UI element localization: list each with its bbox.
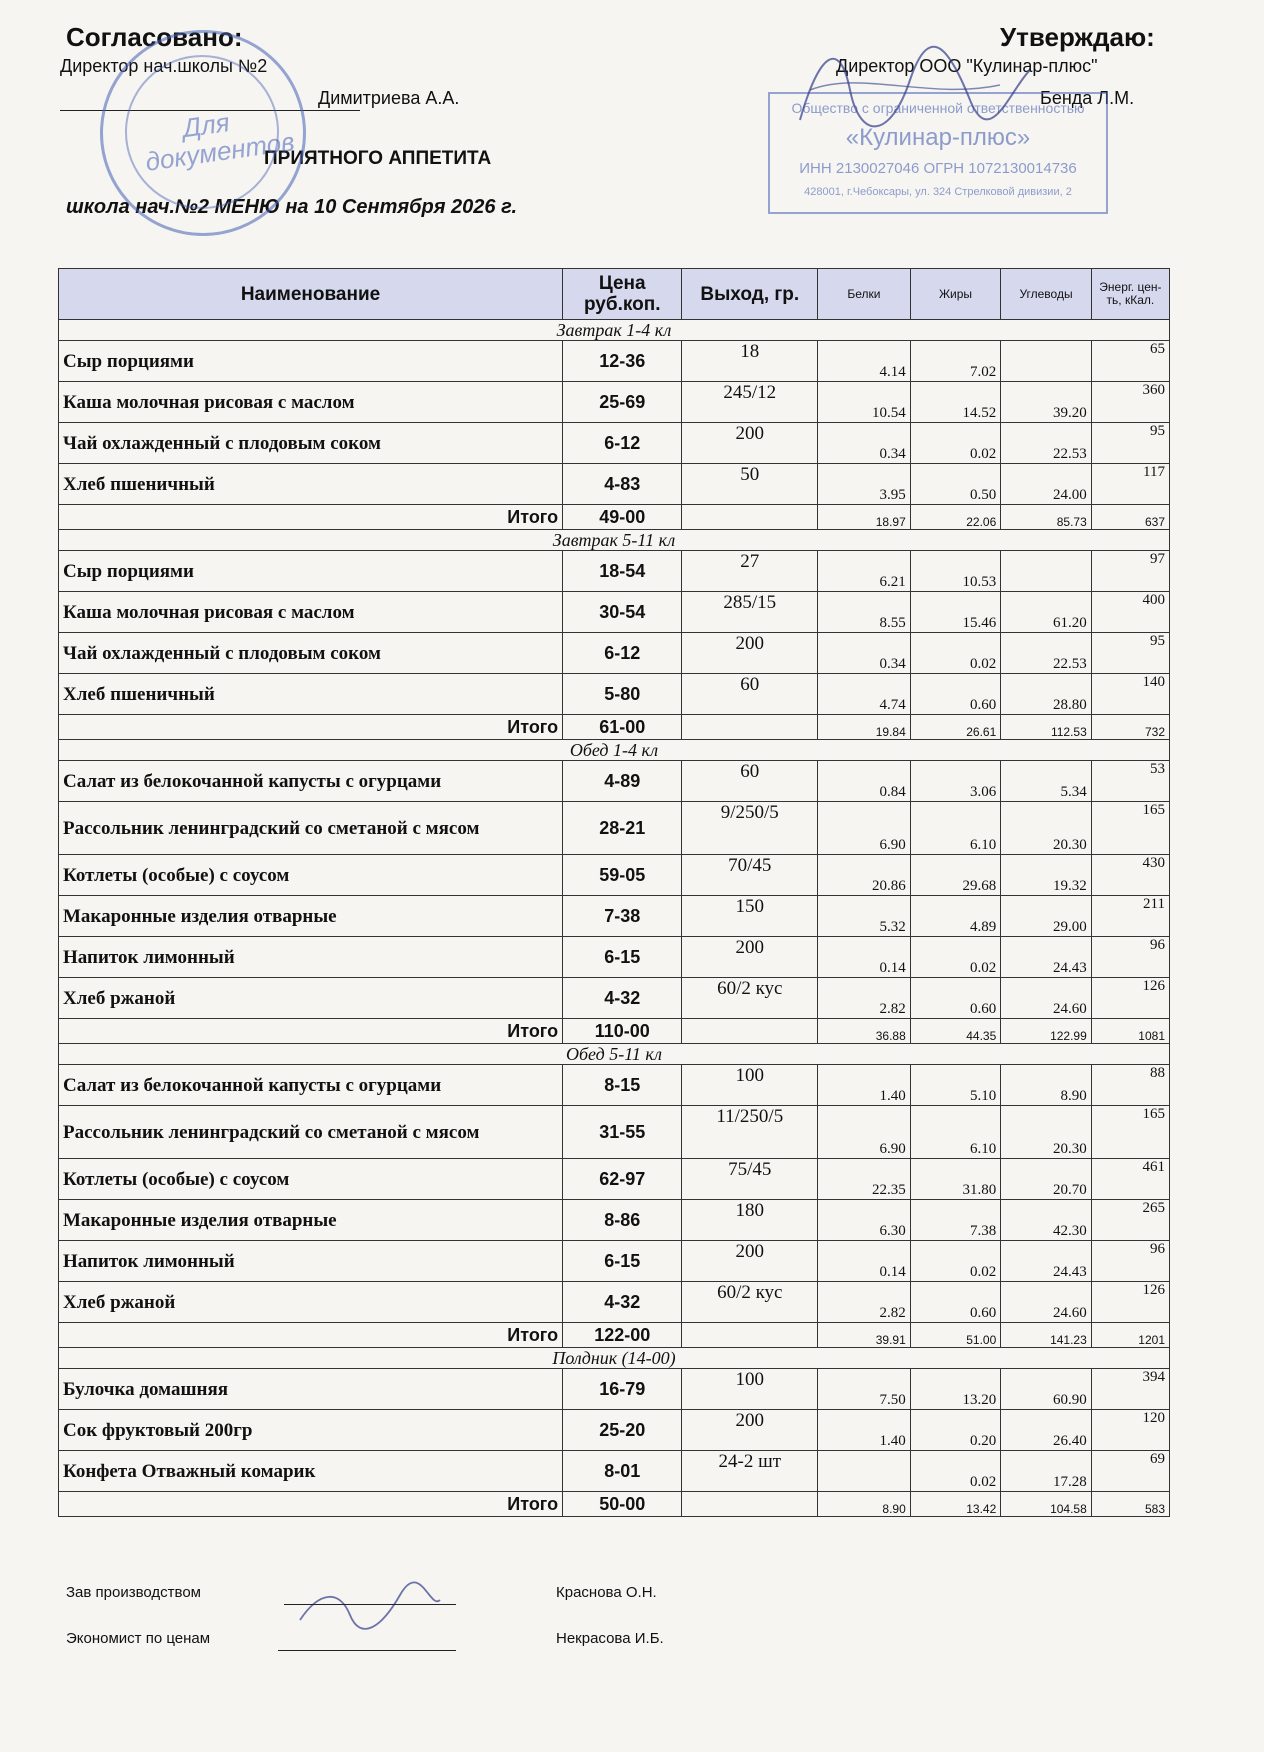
dish-name: Рассольник ленинградский со сметаной с мясом: [59, 1106, 563, 1159]
dish-carbs: 20.70: [1001, 1159, 1092, 1200]
dish-name: Рассольник ленинградский со сметаной с мясом: [59, 802, 563, 855]
dish-name: Каша молочная рисовая с маслом: [59, 592, 563, 633]
dish-fat: 0.02: [910, 423, 1001, 464]
total-output-empty: [682, 1019, 818, 1044]
dish-price: 16-79: [563, 1369, 682, 1410]
dish-price: 6-12: [563, 633, 682, 674]
table-row: [59, 1106, 1170, 1159]
total-price: 50-00: [563, 1492, 682, 1517]
company-stamp-line2: «Кулинар-плюс»: [845, 124, 1031, 151]
dish-output: 60: [682, 674, 818, 715]
dish-price: 6-15: [563, 937, 682, 978]
dish-name: Макаронные изделия отварные: [59, 1200, 563, 1241]
total-protein: 18.97: [818, 505, 911, 530]
approve-position: Директор ООО "Кулинар-плюс": [836, 56, 1098, 76]
dish-carbs: 20.30: [1001, 1106, 1092, 1159]
col-price-header: Цена руб.коп.: [563, 269, 682, 320]
col-fat-header: Жиры: [910, 269, 1001, 320]
dish-kcal: 140: [1091, 674, 1169, 715]
dish-output: 150: [682, 896, 818, 937]
dish-fat: 7.38: [910, 1200, 1001, 1241]
dish-kcal: 69: [1091, 1451, 1169, 1492]
dish-name: Чай охлажденный с плодовым соком: [59, 633, 563, 674]
dish-name: Напиток лимонный: [59, 1241, 563, 1282]
dish-fat: 15.46: [910, 592, 1001, 633]
dish-carbs: 24.60: [1001, 1282, 1092, 1323]
dish-carbs: 22.53: [1001, 423, 1092, 464]
dish-output: 200: [682, 633, 818, 674]
dish-carbs: 19.32: [1001, 855, 1092, 896]
dish-output: 200: [682, 1410, 818, 1451]
dish-kcal: 96: [1091, 937, 1169, 978]
total-protein: 8.90: [818, 1492, 911, 1517]
dish-fat: 29.68: [910, 855, 1001, 896]
table-header-row: [59, 269, 1170, 320]
dish-name: Сыр порциями: [59, 551, 563, 592]
dish-price: 4-83: [563, 464, 682, 505]
total-fat: 26.61: [910, 715, 1001, 740]
dish-kcal: 400: [1091, 592, 1169, 633]
table-row: [59, 978, 1170, 1019]
chief-signature: [290, 1580, 450, 1640]
dish-name: Макаронные изделия отварные: [59, 896, 563, 937]
dish-carbs: 24.00: [1001, 464, 1092, 505]
dish-name: Хлеб ржаной: [59, 1282, 563, 1323]
table-row: [59, 1410, 1170, 1451]
dish-protein: 6.90: [818, 1106, 911, 1159]
dish-price: 6-12: [563, 423, 682, 464]
dish-protein: 6.30: [818, 1200, 911, 1241]
dish-output: 60: [682, 761, 818, 802]
total-kcal: 1081: [1091, 1019, 1169, 1044]
dish-protein: 0.34: [818, 423, 911, 464]
dish-price: 4-89: [563, 761, 682, 802]
dish-fat: 6.10: [910, 1106, 1001, 1159]
dish-output: 50: [682, 464, 818, 505]
dish-fat: 4.89: [910, 896, 1001, 937]
dish-name: Конфета Отважный комарик: [59, 1451, 563, 1492]
dish-protein: 0.34: [818, 633, 911, 674]
dish-carbs: [1001, 341, 1092, 382]
total-carbs: 141.23: [1001, 1323, 1092, 1348]
total-protein: 39.91: [818, 1323, 911, 1348]
dish-fat: 31.80: [910, 1159, 1001, 1200]
dish-fat: 0.20: [910, 1410, 1001, 1451]
section-row: [59, 320, 1170, 341]
agreed-position: Директор нач.школы №2: [60, 56, 268, 76]
footer-role2: Экономист по ценам: [66, 1630, 211, 1647]
total-output-empty: [682, 1492, 818, 1517]
total-output-empty: [682, 1323, 818, 1348]
dish-protein: 2.82: [818, 978, 911, 1019]
dish-output: 60/2 кус: [682, 978, 818, 1019]
agreed-title: Согласовано:: [66, 22, 243, 52]
dish-carbs: 61.20: [1001, 592, 1092, 633]
dish-price: 25-20: [563, 1410, 682, 1451]
dish-output: 200: [682, 1241, 818, 1282]
dish-fat: 3.06: [910, 761, 1001, 802]
table-row: [59, 674, 1170, 715]
dish-output: 100: [682, 1369, 818, 1410]
col-carbs-header: Углеводы: [1001, 269, 1092, 320]
table-row: [59, 1159, 1170, 1200]
dish-carbs: 28.80: [1001, 674, 1092, 715]
total-output-empty: [682, 505, 818, 530]
dish-kcal: 53: [1091, 761, 1169, 802]
dish-kcal: 394: [1091, 1369, 1169, 1410]
round-stamp: [100, 30, 306, 236]
total-fat: 51.00: [910, 1323, 1001, 1348]
dish-price: 59-05: [563, 855, 682, 896]
dish-carbs: 20.30: [1001, 802, 1092, 855]
dish-carbs: 24.60: [1001, 978, 1092, 1019]
dish-fat: 10.53: [910, 551, 1001, 592]
director-signature: [780, 30, 1040, 150]
dish-fat: 0.02: [910, 1451, 1001, 1492]
dish-price: 31-55: [563, 1106, 682, 1159]
dish-carbs: 8.90: [1001, 1065, 1092, 1106]
footer-name1: Краснова О.Н.: [556, 1584, 657, 1601]
dish-protein: 0.14: [818, 937, 911, 978]
table-row: [59, 464, 1170, 505]
dish-protein: 1.40: [818, 1065, 911, 1106]
table-row: [59, 937, 1170, 978]
dish-output: 75/45: [682, 1159, 818, 1200]
dish-price: 25-69: [563, 382, 682, 423]
dish-kcal: 97: [1091, 551, 1169, 592]
total-row: [59, 1492, 1170, 1517]
dish-protein: 20.86: [818, 855, 911, 896]
dish-price: 28-21: [563, 802, 682, 855]
company-stamp-line1: Общество с ограниченной ответственностью: [791, 100, 1085, 116]
dish-fat: 13.20: [910, 1369, 1001, 1410]
agreed-name: Димитриева А.А.: [318, 88, 460, 108]
dish-fat: 0.60: [910, 1282, 1001, 1323]
dish-carbs: 5.34: [1001, 761, 1092, 802]
total-carbs: 104.58: [1001, 1492, 1092, 1517]
dish-kcal: 430: [1091, 855, 1169, 896]
total-label: Итого: [59, 505, 563, 530]
table-row: [59, 1241, 1170, 1282]
dish-protein: 6.90: [818, 802, 911, 855]
dish-protein: 7.50: [818, 1369, 911, 1410]
dish-name: Хлеб пшеничный: [59, 464, 563, 505]
dish-kcal: 360: [1091, 382, 1169, 423]
total-carbs: 112.53: [1001, 715, 1092, 740]
company-stamp-line3: ИНН 2130027046 ОГРН 1072130014736: [799, 160, 1077, 177]
dish-fat: 0.60: [910, 978, 1001, 1019]
dish-fat: 6.10: [910, 802, 1001, 855]
section-row: [59, 530, 1170, 551]
table-row: [59, 1282, 1170, 1323]
total-kcal: 583: [1091, 1492, 1169, 1517]
dish-name: Сыр порциями: [59, 341, 563, 382]
dish-kcal: 461: [1091, 1159, 1169, 1200]
dish-name: Хлеб пшеничный: [59, 674, 563, 715]
total-fat: 44.35: [910, 1019, 1001, 1044]
menu-table: [58, 268, 1170, 1517]
total-output-empty: [682, 715, 818, 740]
dish-fat: 14.52: [910, 382, 1001, 423]
dish-protein: 8.55: [818, 592, 911, 633]
dish-price: 4-32: [563, 1282, 682, 1323]
footer-signature-line2: [278, 1650, 456, 1651]
dish-kcal: 95: [1091, 633, 1169, 674]
table-row: [59, 423, 1170, 464]
dish-protein: 2.82: [818, 1282, 911, 1323]
table-row: [59, 1065, 1170, 1106]
section-title: Завтрак 5-11 кл: [59, 530, 1170, 551]
dish-name: Салат из белокочанной капусты с огурцами: [59, 1065, 563, 1106]
total-carbs: 122.99: [1001, 1019, 1092, 1044]
dish-protein: 1.40: [818, 1410, 911, 1451]
total-price: 110-00: [563, 1019, 682, 1044]
total-kcal: 732: [1091, 715, 1169, 740]
dish-protein: 4.14: [818, 341, 911, 382]
dish-price: 8-15: [563, 1065, 682, 1106]
dish-kcal: 117: [1091, 464, 1169, 505]
dish-output: 70/45: [682, 855, 818, 896]
dish-protein: 10.54: [818, 382, 911, 423]
company-stamp-line4: 428001, г.Чебоксары, ул. 324 Стрелковой дивизии, 2: [804, 186, 1072, 198]
total-label: Итого: [59, 715, 563, 740]
section-title: Полдник (14-00): [59, 1348, 1170, 1369]
dish-output: 200: [682, 937, 818, 978]
table-row: [59, 382, 1170, 423]
total-fat: 22.06: [910, 505, 1001, 530]
dish-protein: 4.74: [818, 674, 911, 715]
section-title: Обед 5-11 кл: [59, 1044, 1170, 1065]
dish-price: 7-38: [563, 896, 682, 937]
col-energy-header: Энерг. цен-ть, кКал.: [1091, 269, 1169, 320]
dish-protein: 3.95: [818, 464, 911, 505]
dish-output: 11/250/5: [682, 1106, 818, 1159]
dish-protein: 5.32: [818, 896, 911, 937]
dish-output: 180: [682, 1200, 818, 1241]
total-label: Итого: [59, 1492, 563, 1517]
dish-name: Сок фруктовый 200гр: [59, 1410, 563, 1451]
table-row: [59, 761, 1170, 802]
dish-price: 8-86: [563, 1200, 682, 1241]
total-protein: 36.88: [818, 1019, 911, 1044]
dish-carbs: 24.43: [1001, 1241, 1092, 1282]
dish-name: Салат из белокочанной капусты с огурцами: [59, 761, 563, 802]
dish-name: Булочка домашняя: [59, 1369, 563, 1410]
round-stamp-text: Для документов: [143, 107, 297, 177]
table-row: [59, 896, 1170, 937]
dish-fat: 0.02: [910, 937, 1001, 978]
dish-price: 18-54: [563, 551, 682, 592]
total-carbs: 85.73: [1001, 505, 1092, 530]
col-protein-header: Белки: [818, 269, 911, 320]
dish-price: 8-01: [563, 1451, 682, 1492]
total-protein: 19.84: [818, 715, 911, 740]
dish-carbs: 22.53: [1001, 633, 1092, 674]
total-fat: 13.42: [910, 1492, 1001, 1517]
dish-name: Котлеты (особые) с соусом: [59, 855, 563, 896]
dish-protein: 0.14: [818, 1241, 911, 1282]
dish-protein: 6.21: [818, 551, 911, 592]
dish-carbs: 26.40: [1001, 1410, 1092, 1451]
dish-output: 200: [682, 423, 818, 464]
dish-output: 60/2 кус: [682, 1282, 818, 1323]
total-price: 49-00: [563, 505, 682, 530]
appetite-text: ПРИЯТНОГО АППЕТИТА: [264, 148, 492, 169]
dish-fat: 7.02: [910, 341, 1001, 382]
total-label: Итого: [59, 1019, 563, 1044]
dish-price: 6-15: [563, 1241, 682, 1282]
dish-kcal: 165: [1091, 1106, 1169, 1159]
dish-kcal: 265: [1091, 1200, 1169, 1241]
dish-carbs: 60.90: [1001, 1369, 1092, 1410]
table-row: [59, 1200, 1170, 1241]
dish-kcal: 211: [1091, 896, 1169, 937]
dish-output: 18: [682, 341, 818, 382]
section-title: Обед 1-4 кл: [59, 740, 1170, 761]
approve-title: Утверждаю:: [1000, 22, 1155, 52]
dish-name: Каша молочная рисовая с маслом: [59, 382, 563, 423]
dish-name: Чай охлажденный с плодовым соком: [59, 423, 563, 464]
approve-name: Бенда Л.М.: [1040, 88, 1135, 108]
section-title: Завтрак 1-4 кл: [59, 320, 1170, 341]
dish-price: 4-32: [563, 978, 682, 1019]
section-row: [59, 1044, 1170, 1065]
dish-price: 5-80: [563, 674, 682, 715]
dish-output: 285/15: [682, 592, 818, 633]
dish-name: Напиток лимонный: [59, 937, 563, 978]
dish-kcal: 165: [1091, 802, 1169, 855]
dish-protein: 22.35: [818, 1159, 911, 1200]
dish-carbs: 39.20: [1001, 382, 1092, 423]
dish-output: 27: [682, 551, 818, 592]
footer-name2: Некрасова И.Б.: [556, 1630, 664, 1647]
dish-carbs: 24.43: [1001, 937, 1092, 978]
total-row: [59, 1019, 1170, 1044]
dish-carbs: 29.00: [1001, 896, 1092, 937]
menu-title: школа нач.№2 МЕНЮ на 10 Сентября 2026 г.: [66, 196, 518, 218]
dish-output: 9/250/5: [682, 802, 818, 855]
dish-price: 30-54: [563, 592, 682, 633]
table-row: [59, 592, 1170, 633]
dish-carbs: 42.30: [1001, 1200, 1092, 1241]
dish-fat: 0.02: [910, 1241, 1001, 1282]
table-row: [59, 633, 1170, 674]
footer-signature-line1: [284, 1604, 456, 1605]
dish-protein: [818, 1451, 911, 1492]
dish-name: Хлеб ржаной: [59, 978, 563, 1019]
table-row: [59, 341, 1170, 382]
table-row: [59, 1369, 1170, 1410]
dish-price: 12-36: [563, 341, 682, 382]
dish-fat: 5.10: [910, 1065, 1001, 1106]
footer-role1: Зав производством: [66, 1584, 201, 1601]
total-row: [59, 505, 1170, 530]
dish-output: 24-2 шт: [682, 1451, 818, 1492]
dish-name: Котлеты (особые) с соусом: [59, 1159, 563, 1200]
dish-fat: 0.02: [910, 633, 1001, 674]
dish-carbs: 17.28: [1001, 1451, 1092, 1492]
table-row: [59, 802, 1170, 855]
dish-kcal: 126: [1091, 1282, 1169, 1323]
total-label: Итого: [59, 1323, 563, 1348]
total-row: [59, 1323, 1170, 1348]
table-row: [59, 855, 1170, 896]
section-row: [59, 1348, 1170, 1369]
table-row: [59, 551, 1170, 592]
dish-kcal: 65: [1091, 341, 1169, 382]
total-price: 122-00: [563, 1323, 682, 1348]
total-price: 61-00: [563, 715, 682, 740]
dish-kcal: 120: [1091, 1410, 1169, 1451]
section-row: [59, 740, 1170, 761]
total-kcal: 637: [1091, 505, 1169, 530]
dish-output: 245/12: [682, 382, 818, 423]
table-row: [59, 1451, 1170, 1492]
total-row: [59, 715, 1170, 740]
dish-kcal: 96: [1091, 1241, 1169, 1282]
dish-fat: 0.50: [910, 464, 1001, 505]
dish-kcal: 126: [1091, 978, 1169, 1019]
dish-kcal: 95: [1091, 423, 1169, 464]
dish-protein: 0.84: [818, 761, 911, 802]
menu-table-body: [59, 320, 1170, 1517]
total-kcal: 1201: [1091, 1323, 1169, 1348]
dish-kcal: 88: [1091, 1065, 1169, 1106]
col-output-header: Выход, гр.: [682, 269, 818, 320]
dish-carbs: [1001, 551, 1092, 592]
dish-fat: 0.60: [910, 674, 1001, 715]
dish-output: 100: [682, 1065, 818, 1106]
col-name-header: Наименование: [59, 269, 563, 320]
dish-price: 62-97: [563, 1159, 682, 1200]
